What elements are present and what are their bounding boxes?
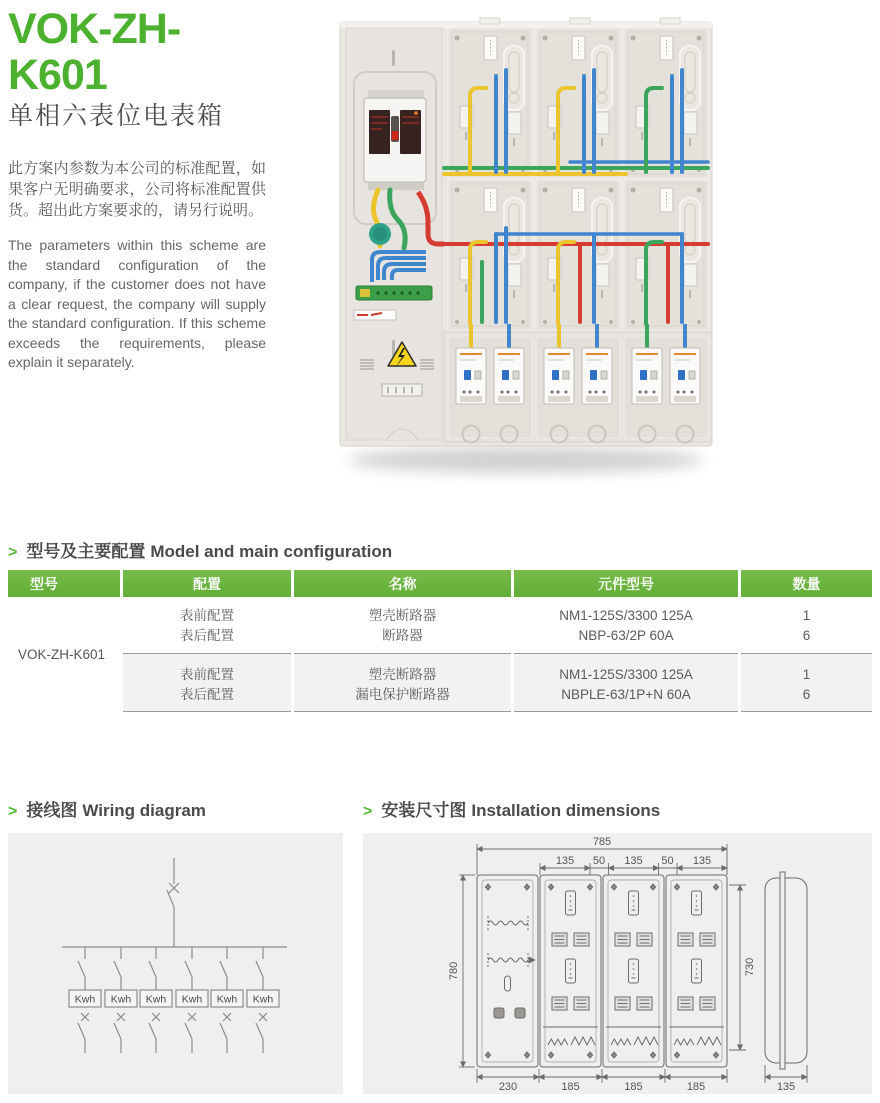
intro-block [8, 6, 266, 373]
qty-value: 1 [802, 667, 811, 682]
config-value: 表后配置 [180, 687, 234, 702]
table-header-config: 配置 [123, 570, 291, 597]
section-title-install [363, 796, 660, 821]
section-title-wiring-zh: 接线图 [26, 801, 78, 820]
page-title: VOK-ZH-K601 [8, 5, 181, 99]
name-cell [294, 597, 511, 653]
qty-value: 1 [802, 608, 811, 623]
dim-depth: 135 [776, 1081, 796, 1093]
kwh-meter-symbol: Kwh [181, 993, 203, 1006]
chevron-right-icon: > [8, 803, 18, 820]
page-subtitle: 单相六表位电表箱 [8, 102, 225, 130]
part-value: NBP-63/2P 60A [578, 628, 674, 643]
installation-panel [363, 833, 872, 1094]
section-title-install-en: Installation dimensions [471, 801, 661, 820]
dim-height-left: 780 [448, 961, 460, 981]
name-value: 断路器 [382, 628, 423, 643]
config-value: 表前配置 [180, 667, 234, 682]
qty-value: 6 [802, 687, 811, 702]
chevron-right-icon: > [8, 544, 18, 561]
dim-panel-width: 185 [561, 1081, 580, 1093]
table-header-qty: 数量 [741, 570, 872, 597]
part-value: NM1-125S/3300 125A [559, 667, 693, 682]
section-title-wiring-en: Wiring diagram [82, 801, 206, 820]
breaker-row [444, 324, 712, 443]
dim-height-right: 730 [744, 957, 756, 977]
section-title-config-zh: 型号及主要配置 [26, 542, 146, 561]
name-cell [294, 653, 511, 712]
product-photo [330, 10, 722, 515]
qty-cell [741, 597, 872, 653]
config-cell [123, 653, 291, 712]
chevron-right-icon: > [363, 803, 373, 820]
config-value: 表后配置 [180, 628, 234, 643]
model-cell: VOK-ZH-K601 [18, 647, 106, 662]
kwh-meter-symbol: Kwh [145, 993, 167, 1006]
dim-total-width: 785 [592, 836, 612, 848]
wiring-diagram-panel [8, 833, 343, 1094]
table-header-part: 元件型号 [514, 570, 738, 597]
section-title-install-zh: 安装尺寸图 [381, 801, 467, 820]
section-title-config-en: Model and main configuration [150, 542, 393, 561]
meter-box-photo [330, 10, 722, 515]
section-title-config [8, 537, 392, 562]
config-value: 表前配置 [180, 608, 234, 623]
section-title-wiring [8, 796, 206, 821]
main-breaker-compartment [346, 28, 444, 440]
wiring-diagram [8, 833, 343, 1094]
dim-gap: 50 [592, 855, 606, 867]
config-table [8, 570, 872, 712]
kwh-meter-symbol: Kwh [216, 993, 238, 1006]
config-cell [123, 597, 291, 653]
kwh-meter-symbol: Kwh [74, 993, 96, 1006]
side-view [765, 872, 807, 1069]
installation-drawing [363, 833, 872, 1094]
dim-panel-width: 185 [624, 1081, 643, 1093]
terminal-strip [356, 286, 432, 300]
dim-panel-width: 185 [686, 1081, 706, 1093]
name-value: 漏电保护断路器 [355, 687, 450, 702]
qty-value: 6 [802, 628, 811, 643]
dim-gap: 50 [661, 855, 674, 867]
part-value: NBPLE-63/1P+N 60A [561, 687, 691, 702]
table-header-model: 型号 [8, 570, 120, 597]
part-cell [514, 653, 738, 712]
qty-cell [741, 653, 872, 712]
kwh-meter-symbol: Kwh [110, 993, 132, 1006]
dim-meter-window: 135 [692, 855, 712, 867]
table-header-name: 名称 [294, 570, 511, 597]
name-value: 塑壳断路器 [368, 608, 437, 623]
dim-meter-window: 135 [555, 855, 575, 867]
intro-paragraph-en: The parameters within this scheme are the standard configuration of the company, if the customer does not have a clear request, the company will supply the standard configuration. If this scheme exceeds the requirements, please explain it separately. [8, 237, 266, 370]
main-breaker [364, 90, 426, 190]
part-value: NM1-125S/3300 125A [559, 608, 693, 623]
name-value: 塑壳断路器 [368, 667, 437, 682]
kwh-meter-symbol: Kwh [252, 993, 274, 1006]
intro-paragraph-zh: 此方案内参数为本公司的标准配置，如果客户无明确要求，公司将标准配置供货。超出此方案要求的，请另行说明。 [8, 160, 266, 219]
part-cell [514, 597, 738, 653]
dim-panel-width: 230 [498, 1081, 518, 1093]
dim-meter-window: 135 [624, 855, 643, 867]
